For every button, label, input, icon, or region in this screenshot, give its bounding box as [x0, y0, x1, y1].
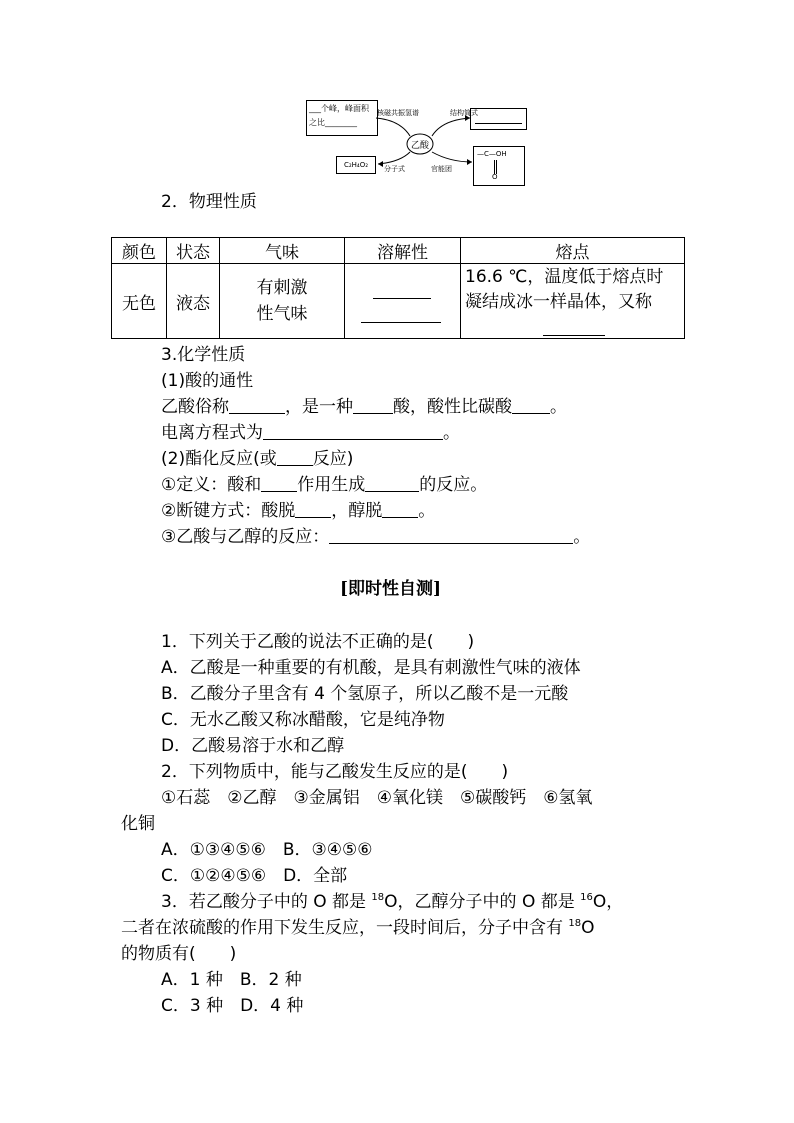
blank-reactant [261, 473, 297, 492]
peaks-box: ___个峰，峰面积之比________ [306, 100, 378, 136]
blank-compare [512, 395, 550, 414]
q3-options-cd: C．3 种 D．4 种 [161, 996, 304, 1016]
q1-stem: 1．下列关于乙酸的说法不正确的是( ) [161, 632, 475, 652]
blank-alcohol-loses [382, 499, 418, 518]
q2-items-cont: 化铜 [121, 814, 155, 834]
formula-label: 分子式 [384, 165, 405, 173]
table-row [112, 264, 685, 339]
section3-title: 3.化学性质 [161, 345, 246, 365]
group-box [473, 146, 525, 186]
struct-box [470, 108, 527, 130]
q3-line3: 的物质有( ) [121, 944, 237, 964]
acid-line1: 乙酸俗称 ，是一种 酸，酸性比碳酸 。 [161, 397, 567, 417]
header-color: 颜色 [112, 238, 167, 264]
header-state: 状态 [167, 238, 220, 264]
blank-product [365, 473, 419, 492]
section3-sub1: (1)酸的通性 [161, 371, 254, 391]
reaction-line: ③乙酸与乙醇的反应： 。 [161, 527, 591, 547]
smell-line1: 有刺激 [256, 278, 308, 298]
q2-options-cd: C．①②④⑤⑥ D．全部 [161, 866, 348, 886]
cell-melting [461, 264, 685, 339]
diagram-center: 乙酸 [411, 141, 430, 151]
group-oh: —C—OH [477, 150, 507, 158]
q3-options-ab: A．1 种 B．2 种 [161, 970, 302, 990]
group-o: O [492, 173, 498, 181]
q1-option-c: C．无水乙酸又称冰醋酸，它是纯净物 [161, 710, 445, 730]
definition-line: ①定义：酸和 作用生成 的反应。 [161, 475, 488, 495]
section2-title: 2．物理性质 [161, 192, 257, 212]
smell-line2: 性气味 [256, 304, 308, 324]
blank-ionization [263, 421, 443, 440]
blank-acid-loses [295, 499, 331, 518]
cell-color: 无色 [112, 264, 167, 339]
cell-state: 液态 [167, 264, 220, 339]
concept-diagram [300, 98, 530, 188]
blank-reaction-type [277, 447, 313, 466]
sup-18-b: 18 [568, 918, 582, 929]
cell-smell [220, 264, 345, 339]
q1-option-a: A．乙酸是一种重要的有机酸，是具有刺激性气味的液体 [161, 658, 581, 678]
q2-options-ab: A．①③④⑤⑥ B．③④⑤⑥ [161, 840, 373, 860]
table-header-row [112, 238, 685, 264]
bond-breaking-line: ②断键方式：酸脱 ，醇脱 。 [161, 501, 436, 521]
struct-label: 结构简式 [450, 109, 478, 117]
q3-line2: 二者在浓硫酸的作用下发生反应，一段时间后，分子中含有 $^{18}$O [121, 918, 595, 938]
melt-line1: 16.6 ℃，温度低于熔点时 [465, 267, 664, 287]
solubility-blank-1 [373, 298, 431, 299]
ionization-line: 电离方程式为 。 [161, 423, 460, 443]
header-smell: 气味 [220, 238, 345, 264]
q3-line1: 3．若乙酸分子中的 O 都是 $^{18}$O，乙醇分子中的 O 都是 $^{16}$O， [161, 892, 624, 912]
nmr-label: 核磁共振氢谱 [377, 109, 419, 117]
cell-solubility [345, 264, 461, 339]
solubility-blank-2 [361, 322, 441, 323]
q2-items: ①石蕊 ②乙醇 ③金属铝 ④氧化镁 ⑤碳酸钙 ⑥氢氧 [161, 788, 593, 808]
blank-reaction-equation [329, 525, 573, 544]
sup-18: 18 [371, 892, 385, 903]
selftest-title: [即时性自测] [340, 579, 442, 599]
q1-option-d: D．乙酸易溶于水和乙醇 [161, 736, 345, 756]
esterification-title: (2)酯化反应(或 反应) [161, 449, 354, 469]
group-label: 官能团 [431, 165, 452, 173]
blank-common-name [229, 395, 285, 414]
melt-line2: 凝结成冰一样晶体，又称 [465, 292, 652, 312]
sup-16: 16 [580, 892, 593, 903]
blank-acid-strength [353, 395, 393, 414]
q1-option-b: B．乙酸分子里含有 4 个氢原子，所以乙酸不是一元酸 [161, 684, 569, 704]
header-solubility: 溶解性 [345, 238, 461, 264]
physical-properties-table [111, 237, 685, 339]
q2-stem: 2．下列物质中，能与乙酸发生反应的是( ) [161, 762, 509, 782]
header-melting: 熔点 [461, 238, 685, 264]
melt-blank [543, 335, 605, 336]
formula-box: C₂H₄O₂ [336, 156, 376, 174]
